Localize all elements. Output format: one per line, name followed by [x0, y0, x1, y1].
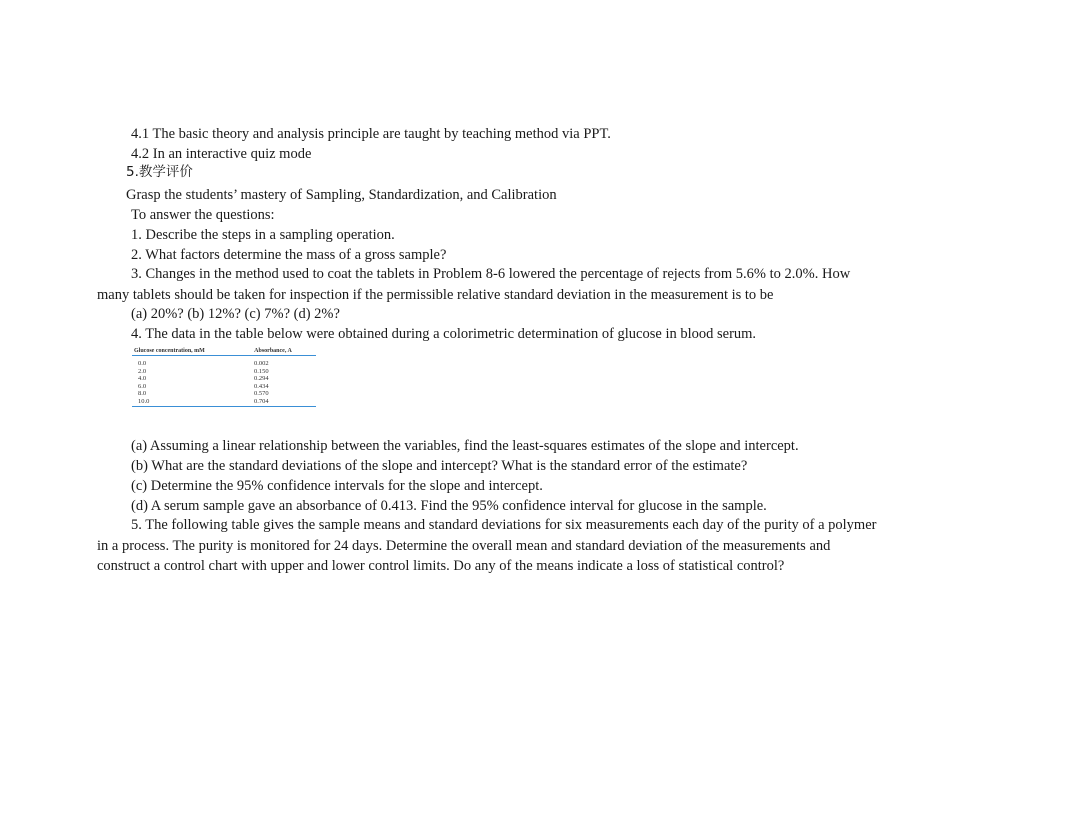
text-line-4-1: 4.1 The basic theory and analysis principle are taught by teaching method via PPT.: [131, 126, 611, 142]
question-4d: (d) A serum sample gave an absorbance of 0.413. Find the 95% confidence interval for glucose in the sample.: [131, 498, 767, 514]
table-cell-concentration: 10.0: [132, 398, 230, 407]
table-row: [132, 368, 316, 376]
table-cell-concentration: 4.0: [138, 375, 147, 382]
question-3-options: (a) 20%? (b) 12%? (c) 7%? (d) 2%?: [131, 306, 340, 322]
section-heading-teaching-evaluation: 5.教学评价: [126, 164, 193, 180]
question-4b: (b) What are the standard deviations of the slope and intercept? What is the standard error of the estimate?: [131, 458, 748, 474]
table-cell-concentration: 6.0: [138, 382, 147, 390]
table-header-absorbance: Absorbance, A: [230, 348, 316, 356]
table-cell-absorbance: 0.570: [254, 390, 269, 397]
question-1: 1. Describe the steps in a sampling operation.: [131, 227, 395, 243]
table-row: [132, 356, 316, 368]
question-5-line-3: construct a control chart with upper and lower control limits. Do any of the means indicate a loss of statistical control?: [97, 558, 785, 574]
table-row: [132, 398, 316, 407]
question-4-intro: 4. The data in the table below were obtained during a colorimetric determination of glucose in blood serum.: [131, 326, 757, 342]
table-header-glucose: Glucose concentration, mM: [132, 348, 230, 356]
question-2: 2. What factors determine the mass of a gross sample?: [131, 247, 447, 263]
table-cell-absorbance: 0.002: [254, 360, 269, 367]
table-cell-concentration: 0.0: [138, 360, 147, 367]
question-4c: (c) Determine the 95% confidence intervals for the slope and intercept.: [131, 478, 543, 494]
table-cell-absorbance: 0.150: [254, 367, 269, 375]
question-5-line-1: 5. The following table gives the sample means and standard deviations for six measurements each day of the purity of a polymer: [131, 517, 877, 533]
question-5-line-2: in a process. The purity is monitored for 24 days. Determine the overall mean and standard deviation of the measurements and: [97, 538, 831, 554]
table-cell-absorbance: 0.434: [254, 382, 269, 390]
glucose-absorbance-table: [132, 348, 316, 407]
question-3-line-2: many tablets should be taken for inspection if the permissible relative standard deviation in the measurement is to be: [97, 287, 774, 303]
table-cell-absorbance: 0.704: [230, 398, 316, 407]
table-cell-concentration: 8.0: [138, 390, 147, 397]
table-row: [132, 390, 316, 398]
table-row: [132, 375, 316, 383]
table-row: [132, 383, 316, 391]
table-cell-concentration: 2.0: [138, 367, 147, 375]
table-cell-absorbance: 0.294: [254, 375, 269, 382]
question-4a: (a) Assuming a linear relationship between the variables, find the least-squares estimates of the slope and intercept.: [131, 438, 799, 454]
text-line-to-answer: To answer the questions:: [131, 207, 275, 223]
text-line-grasp: Grasp the students’ mastery of Sampling, Standardization, and Calibration: [126, 187, 557, 203]
text-line-4-2: 4.2 In an interactive quiz mode: [131, 146, 312, 162]
question-3-line-1: 3. Changes in the method used to coat the tablets in Problem 8-6 lowered the percentage of rejects from 5.6% to 2.0%. How: [131, 266, 851, 282]
